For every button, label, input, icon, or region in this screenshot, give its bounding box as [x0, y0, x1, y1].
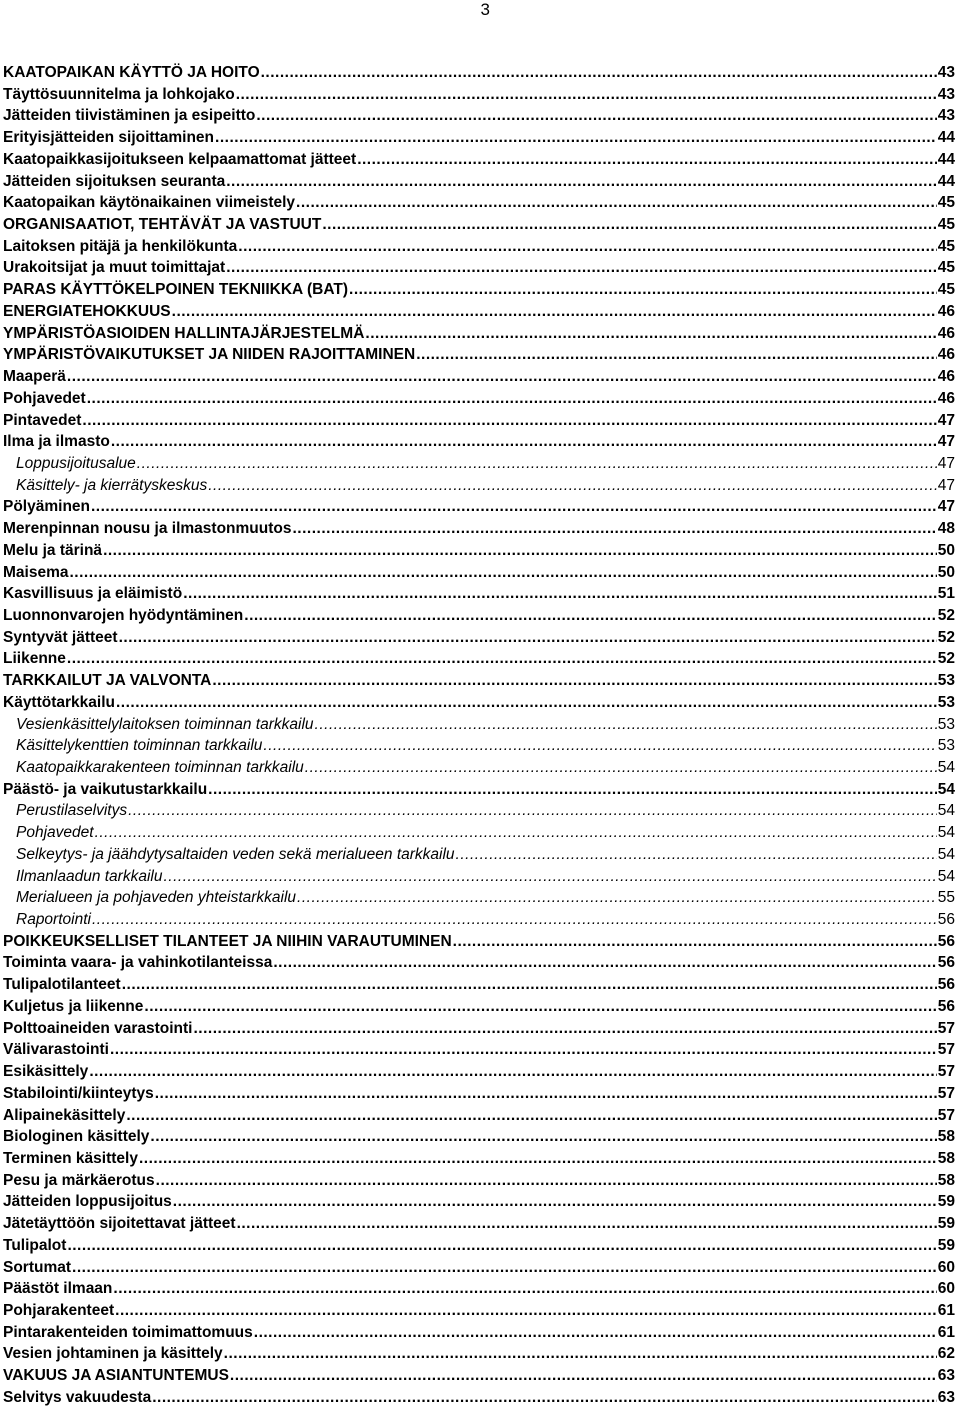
- dot-leader: [293, 518, 937, 540]
- toc-entry[interactable]: [3, 388, 955, 410]
- dot-leader: [156, 1170, 937, 1192]
- dot-leader: [89, 1061, 936, 1083]
- toc-entry[interactable]: [3, 518, 955, 540]
- toc-entry-title: Biologinen käsittely: [3, 1128, 150, 1146]
- dot-leader: [322, 214, 936, 236]
- toc-entry[interactable]: [3, 192, 955, 214]
- toc-entry-page: 57: [937, 1084, 955, 1102]
- toc-entry[interactable]: [3, 844, 955, 866]
- toc-entry-page: 54: [937, 802, 955, 820]
- toc-entry[interactable]: [3, 1083, 955, 1105]
- dot-leader: [456, 844, 937, 866]
- dot-leader: [92, 909, 937, 931]
- toc-entry-title: Merialueen ja pohjaveden yhteistarkkailu: [16, 889, 297, 907]
- dot-leader: [238, 236, 936, 258]
- toc-entry[interactable]: [3, 344, 955, 366]
- toc-entry-page: 43: [937, 85, 955, 103]
- dot-leader: [208, 475, 937, 497]
- dot-leader: [261, 62, 937, 84]
- dot-leader: [91, 496, 937, 518]
- toc-entry-title: Laitoksen pitäjä ja henkilökunta: [3, 237, 238, 255]
- toc-entry[interactable]: [3, 1191, 955, 1213]
- dot-leader: [226, 171, 937, 193]
- dot-leader: [244, 605, 936, 627]
- toc-entry-title: YMPÄRISTÖVAIKUTUKSET JA NIIDEN RAJOITTAMINEN: [3, 346, 416, 364]
- toc-entry[interactable]: [3, 1105, 955, 1127]
- dot-leader: [139, 1148, 937, 1170]
- toc-entry-title: Sortumat: [3, 1258, 72, 1276]
- toc-entry-title: Kuljetus ja liikenne: [3, 997, 144, 1015]
- toc-entry-title: Alipainekäsittely: [3, 1106, 126, 1124]
- toc-entry[interactable]: [3, 714, 955, 736]
- toc-entry-title: Ilma ja ilmasto: [3, 433, 110, 451]
- toc-entry[interactable]: [3, 1018, 955, 1040]
- toc-entry-page: 43: [937, 107, 955, 125]
- toc-entry[interactable]: [3, 800, 955, 822]
- toc-entry-title: Kaatopaikkarakenteen toiminnan tarkkailu: [16, 759, 304, 776]
- toc-entry-title: Pintavedet: [3, 411, 82, 429]
- toc-entry-title: Käsittelykenttien toiminnan tarkkailu: [16, 737, 263, 755]
- toc-entry-page: 63: [937, 1367, 955, 1385]
- dot-leader: [212, 670, 936, 692]
- dot-leader: [224, 1343, 937, 1365]
- dot-leader: [72, 1257, 937, 1279]
- dot-leader: [256, 105, 936, 127]
- toc-entry[interactable]: [3, 866, 955, 888]
- toc-entry-page: 50: [937, 563, 955, 581]
- toc-entry[interactable]: [3, 996, 955, 1018]
- toc-entry[interactable]: [3, 149, 955, 171]
- toc-entry-page: 52: [937, 606, 955, 624]
- toc-entry[interactable]: [3, 453, 955, 475]
- toc-entry-title: Pesu ja märkäerotus: [3, 1171, 155, 1189]
- toc-entry[interactable]: [3, 1126, 955, 1148]
- toc-entry-title: Tulipalotilanteet: [3, 976, 121, 994]
- toc-entry-page: 51: [937, 585, 955, 603]
- dot-leader: [152, 1387, 937, 1409]
- dot-leader: [163, 866, 936, 888]
- toc-entry-title: Pintarakenteiden toimimattomuus: [3, 1323, 253, 1341]
- toc-entry[interactable]: [3, 627, 955, 649]
- toc-entry-page: 56: [937, 976, 955, 994]
- toc-entry-page: 45: [937, 194, 955, 212]
- toc-entry-page: 47: [937, 476, 955, 494]
- toc-entry-title: Raportointi: [16, 911, 91, 929]
- toc-entry-page: 46: [937, 324, 955, 342]
- toc-entry-page: 47: [937, 411, 955, 429]
- toc-entry-title: Tulipalot: [3, 1236, 67, 1254]
- toc-entry[interactable]: [3, 540, 955, 562]
- toc-entry-page: 44: [937, 129, 955, 147]
- toc-entry[interactable]: [3, 171, 955, 193]
- dot-leader: [230, 1365, 937, 1387]
- toc-entry-title: Urakoitsijat ja muut toimittajat: [3, 259, 226, 277]
- dot-leader: [115, 1300, 937, 1322]
- toc-entry-title: Jätteiden tiivistäminen ja esipeitto: [3, 107, 256, 125]
- toc-entry-title: Syntyvät jätteet: [3, 628, 118, 646]
- dot-leader: [173, 1191, 937, 1213]
- toc-entry-page: 59: [937, 1236, 955, 1254]
- toc-entry[interactable]: [3, 670, 955, 692]
- toc-entry-title: Käyttötarkkailu: [3, 693, 115, 711]
- toc-entry-title: Polttoaineiden varastointi: [3, 1019, 193, 1037]
- toc-entry-page: 50: [937, 541, 955, 559]
- toc-entry[interactable]: [3, 583, 955, 605]
- toc-entry[interactable]: [3, 1039, 955, 1061]
- toc-entry-title: Erityisjätteiden sijoittaminen: [3, 129, 215, 147]
- dot-leader: [183, 583, 937, 605]
- toc-entry-title: Luonnonvarojen hyödyntäminen: [3, 606, 244, 624]
- dot-leader: [103, 540, 937, 562]
- toc-entry-page: 61: [937, 1301, 955, 1319]
- toc-entry[interactable]: [3, 257, 955, 279]
- toc-entry[interactable]: [3, 1343, 955, 1365]
- toc-entry-title: Liikenne: [3, 650, 66, 668]
- toc-entry-title: Stabilointi/kiinteytys: [3, 1084, 154, 1102]
- toc-entry[interactable]: [3, 822, 955, 844]
- toc-entry[interactable]: [3, 431, 955, 453]
- dot-leader: [67, 1235, 936, 1257]
- toc-entry-title: YMPÄRISTÖASIOIDEN HALLINTAJÄRJESTELMÄ: [3, 324, 365, 342]
- dot-leader: [172, 301, 937, 323]
- dot-leader: [126, 1105, 936, 1127]
- toc-entry-page: 53: [937, 737, 955, 755]
- dot-leader: [67, 648, 937, 670]
- toc-entry-title: Päästöt ilmaan: [3, 1280, 113, 1298]
- dot-leader: [273, 952, 936, 974]
- dot-leader: [305, 757, 937, 779]
- toc-entry-title: Vesien johtaminen ja käsittely: [3, 1345, 223, 1363]
- toc-entry[interactable]: [3, 279, 955, 301]
- dot-leader: [315, 714, 937, 736]
- toc-entry-page: 55: [937, 889, 955, 907]
- toc-entry-page: 46: [937, 368, 955, 386]
- toc-entry-page: 45: [937, 259, 955, 277]
- toc-entry-title: Loppusijoitusalue: [16, 454, 136, 472]
- toc-entry-page: 47: [937, 433, 955, 451]
- dot-leader: [155, 1083, 937, 1105]
- toc-entry[interactable]: [3, 887, 955, 909]
- toc-entry-title: Terminen käsittely: [3, 1149, 138, 1167]
- dot-leader: [87, 388, 937, 410]
- toc-entry-title: Jätteiden sijoituksen seuranta: [3, 172, 226, 190]
- toc-entry[interactable]: [3, 974, 955, 996]
- toc-entry-page: 44: [937, 172, 955, 190]
- toc-entry[interactable]: [3, 1387, 955, 1409]
- page-number: 3: [480, 0, 490, 19]
- toc-entry-page: 61: [937, 1323, 955, 1341]
- toc-entry-page: 46: [937, 389, 955, 407]
- dot-leader: [67, 366, 937, 388]
- dot-leader: [236, 84, 937, 106]
- toc-entry-title: Täyttösuunnitelma ja lohkojako: [3, 85, 235, 103]
- toc-entry[interactable]: [3, 605, 955, 627]
- toc-entry-page: 46: [937, 302, 955, 320]
- toc-entry-title: Jätteiden loppusijoitus: [3, 1193, 172, 1211]
- toc-entry[interactable]: [3, 1322, 955, 1344]
- dot-leader: [69, 562, 936, 584]
- toc-entry-page: 54: [937, 780, 955, 798]
- toc-entry-title: Selkeytys- ja jäähdytysaltaiden veden sekä merialueen tarkkailu: [16, 845, 455, 863]
- toc-entry-title: Esikäsittely: [3, 1063, 89, 1081]
- toc-entry-title: Pohjavedet: [16, 824, 94, 842]
- toc-entry-page: 45: [937, 216, 955, 234]
- toc-entry[interactable]: [3, 62, 955, 84]
- toc-entry-page: 47: [937, 454, 955, 472]
- toc-entry-page: 54: [937, 824, 955, 842]
- toc-entry-page: 63: [937, 1388, 955, 1406]
- toc-entry-title: Perustilaselvitys: [16, 802, 128, 820]
- toc-entry[interactable]: [3, 1213, 955, 1235]
- toc-entry[interactable]: [3, 1257, 955, 1279]
- toc-entry-title: PARAS KÄYTTÖKELPOINEN TEKNIIKKA (BAT): [3, 281, 349, 299]
- toc-entry-title: Pohjavedet: [3, 389, 86, 407]
- toc-entry[interactable]: [3, 1170, 955, 1192]
- toc-entry[interactable]: [3, 1300, 955, 1322]
- toc-entry-title: Maisema: [3, 563, 69, 581]
- toc-entry-title: POIKKEUKSELLISET TILANTEET JA NIIHIN VARAUTUMINEN: [3, 932, 452, 950]
- dot-leader: [254, 1322, 937, 1344]
- toc-entry-page: 54: [937, 845, 955, 863]
- dot-leader: [263, 735, 936, 757]
- toc-entry[interactable]: [3, 84, 955, 106]
- toc-entry[interactable]: [3, 1365, 955, 1387]
- toc-entry[interactable]: [3, 323, 955, 345]
- toc-entry-page: 45: [937, 281, 955, 299]
- toc-entry-title: Kaatopaikan käytönaikainen viimeistely: [3, 194, 296, 212]
- toc-entry-page: 43: [937, 64, 955, 81]
- dot-leader: [113, 1278, 936, 1300]
- toc-entry-title: Päästö- ja vaikutustarkkailu: [3, 780, 208, 798]
- toc-entry-page: 59: [937, 1215, 955, 1233]
- dot-leader: [226, 257, 937, 279]
- toc-entry[interactable]: [3, 410, 955, 432]
- toc-entry-page: 48: [937, 520, 955, 538]
- toc-entry-title: Pölyäminen: [3, 498, 90, 516]
- dot-leader: [208, 779, 937, 801]
- toc-entry-page: 60: [937, 1258, 955, 1276]
- dot-leader: [128, 800, 937, 822]
- toc-entry-page: 59: [937, 1193, 955, 1211]
- toc-entry-page: 57: [937, 1063, 955, 1081]
- toc-entry-page: 56: [937, 911, 955, 929]
- toc-entry-title: Maaperä: [3, 368, 66, 386]
- toc-entry-page: 53: [937, 715, 955, 733]
- toc-entry-page: 58: [937, 1128, 955, 1146]
- toc-entry[interactable]: [3, 562, 955, 584]
- toc-entry-title: TARKKAILUT JA VALVONTA: [3, 672, 212, 690]
- dot-leader: [116, 692, 937, 714]
- toc-entry-title: Kaatopaikkasijoitukseen kelpaamattomat jätteet: [3, 150, 357, 168]
- toc-entry[interactable]: [3, 496, 955, 518]
- toc-entry-page: 58: [937, 1171, 955, 1189]
- toc-entry[interactable]: [3, 214, 955, 236]
- dot-leader: [122, 974, 937, 996]
- toc-entry-title: Melu ja tärinä: [3, 541, 103, 559]
- table-of-contents: [3, 62, 955, 1409]
- toc-entry-title: Pohjarakenteet: [3, 1301, 115, 1319]
- toc-entry-title: Jätetäyttöön sijoitettavat jätteet: [3, 1215, 236, 1233]
- toc-entry-title: Välivarastointi: [3, 1041, 109, 1059]
- dot-leader: [95, 822, 937, 844]
- dot-leader: [150, 1126, 936, 1148]
- toc-entry[interactable]: [3, 648, 955, 670]
- dot-leader: [193, 1018, 936, 1040]
- toc-entry-title: ORGANISAATIOT, TEHTÄVÄT JA VASTUUT: [3, 216, 322, 234]
- toc-entry-page: 44: [937, 150, 955, 168]
- toc-entry[interactable]: [3, 779, 955, 801]
- toc-entry-page: 60: [937, 1280, 955, 1298]
- toc-entry[interactable]: [3, 692, 955, 714]
- toc-entry[interactable]: [3, 757, 955, 779]
- toc-entry[interactable]: [3, 127, 955, 149]
- toc-entry[interactable]: [3, 952, 955, 974]
- dot-leader: [119, 627, 937, 649]
- toc-entry-title: Toiminta vaara- ja vahinkotilanteissa: [3, 954, 273, 972]
- dot-leader: [110, 1039, 937, 1061]
- toc-entry[interactable]: [3, 909, 955, 931]
- toc-entry-page: 46: [937, 346, 955, 364]
- toc-entry[interactable]: [3, 105, 955, 127]
- toc-entry-title: VAKUUS JA ASIANTUNTEMUS: [3, 1367, 229, 1385]
- toc-entry-page: 47: [937, 498, 955, 516]
- dot-leader: [144, 996, 936, 1018]
- dot-leader: [137, 453, 937, 475]
- toc-entry-page: 57: [937, 1041, 955, 1059]
- toc-entry-page: 62: [937, 1345, 955, 1363]
- toc-entry-title: Merenpinnan nousu ja ilmastonmuutos: [3, 520, 292, 538]
- toc-entry-title: ENERGIATEHOKKUUS: [3, 302, 171, 320]
- toc-entry-page: 56: [937, 954, 955, 972]
- toc-entry-page: 53: [937, 672, 955, 690]
- dot-leader: [237, 1213, 937, 1235]
- toc-entry-title: KAATOPAIKAN KÄYTTÖ JA HOITO: [3, 64, 260, 81]
- toc-entry[interactable]: [3, 366, 955, 388]
- toc-entry-page: 52: [937, 628, 955, 646]
- toc-entry[interactable]: [3, 1278, 955, 1300]
- toc-entry[interactable]: [3, 931, 955, 953]
- toc-entry-title: Käsittely- ja kierrätyskeskus: [16, 476, 208, 494]
- toc-entry-page: 57: [937, 1106, 955, 1124]
- dot-leader: [215, 127, 937, 149]
- toc-entry-page: 45: [937, 237, 955, 255]
- toc-entry-page: 58: [937, 1149, 955, 1167]
- toc-entry-page: 52: [937, 650, 955, 668]
- toc-entry-page: 57: [937, 1019, 955, 1037]
- dot-leader: [453, 931, 937, 953]
- dot-leader: [365, 323, 936, 345]
- toc-entry-title: Vesienkäsittelylaitoksen toiminnan tarkkailu: [16, 715, 314, 733]
- toc-entry[interactable]: [3, 1148, 955, 1170]
- toc-entry[interactable]: [3, 1061, 955, 1083]
- dot-leader: [82, 410, 936, 432]
- toc-entry-page: 53: [937, 693, 955, 711]
- toc-entry-page: 54: [937, 867, 955, 885]
- dot-leader: [111, 431, 937, 453]
- toc-entry[interactable]: [3, 475, 955, 497]
- toc-entry-page: 56: [937, 932, 955, 950]
- toc-entry-title: Kasvillisuus ja eläimistö: [3, 585, 183, 603]
- toc-entry[interactable]: [3, 301, 955, 323]
- toc-entry-page: 54: [937, 759, 955, 776]
- toc-entry[interactable]: [3, 735, 955, 757]
- toc-entry-page: 56: [937, 997, 955, 1015]
- toc-entry[interactable]: [3, 1235, 955, 1257]
- dot-leader: [357, 149, 937, 171]
- toc-entry-title: Selvitys vakuudesta: [3, 1388, 152, 1406]
- dot-leader: [297, 887, 937, 909]
- dot-leader: [349, 279, 937, 301]
- dot-leader: [416, 344, 937, 366]
- toc-entry-title: Ilmanlaadun tarkkailu: [16, 867, 163, 885]
- toc-entry[interactable]: [3, 236, 955, 258]
- dot-leader: [296, 192, 937, 214]
